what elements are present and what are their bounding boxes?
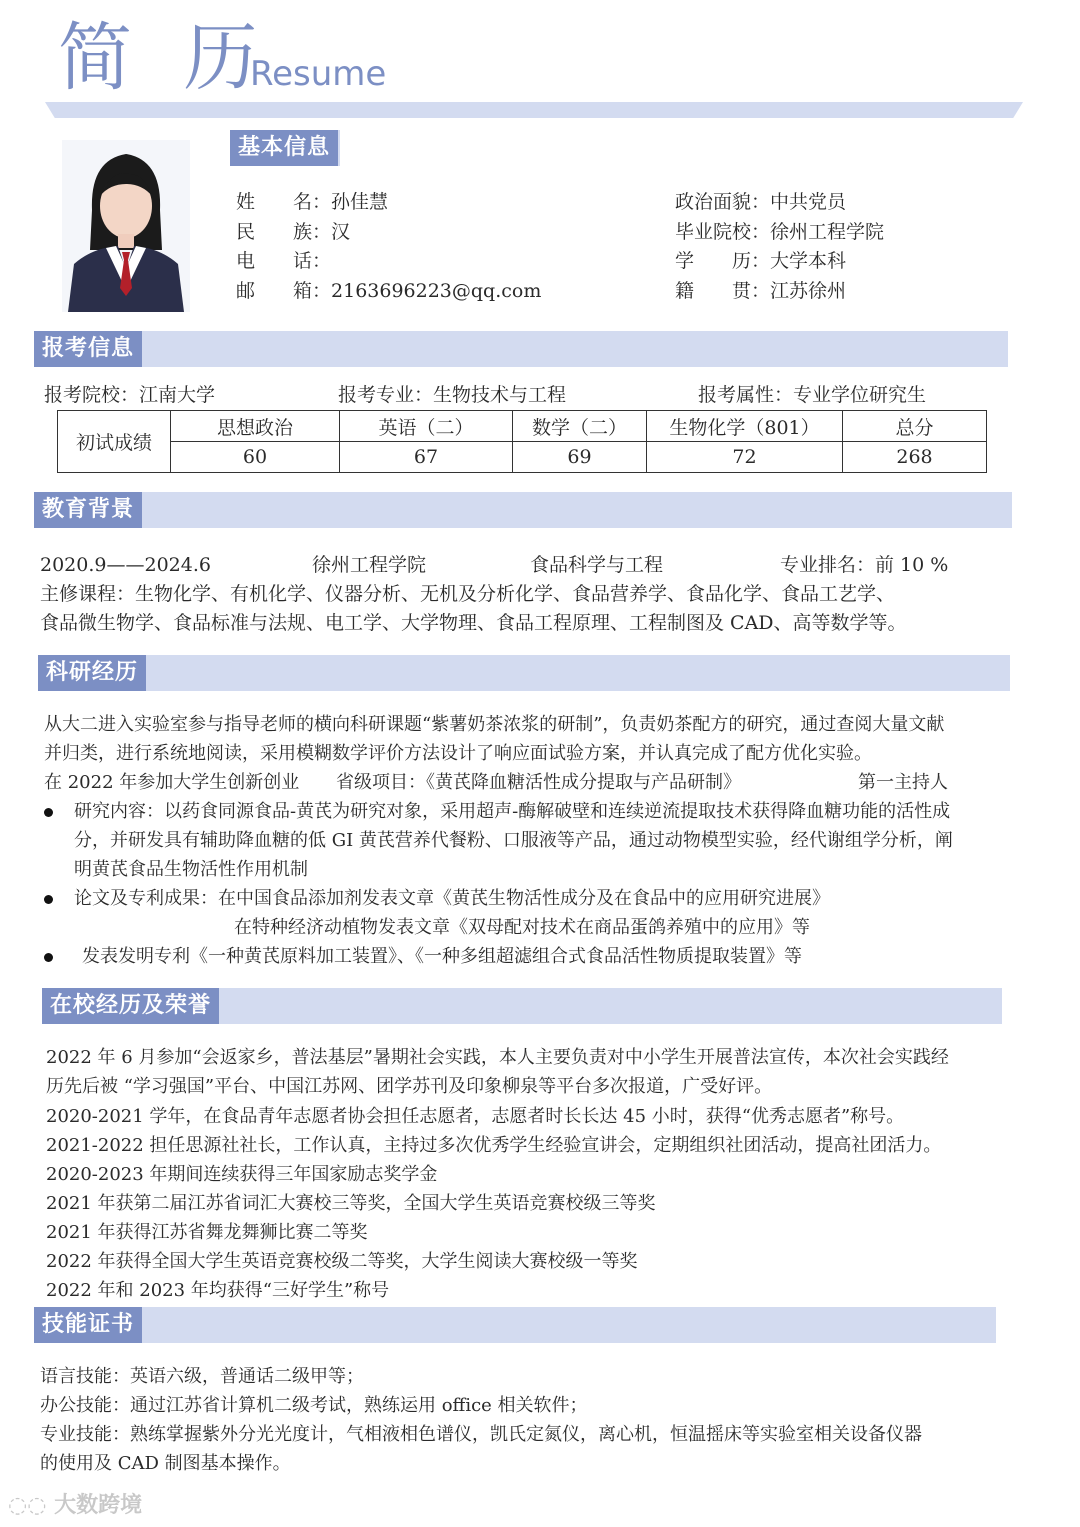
info-label: 邮 箱： (236, 280, 332, 302)
info-value: 大学本科 (770, 250, 847, 272)
bullet-dot (44, 808, 53, 817)
subject-cell: 数学（二） (513, 411, 647, 442)
watermark (8, 1488, 142, 1519)
subject-cell: 英语（二） (340, 411, 513, 442)
campus-line: 2022 年 6 月参加“会返家乡，普法基层”暑期社会实践，本人主要负责对中小学生开展普法宣传，本次社会实践经 (46, 1047, 949, 1068)
resume-title-cn: 简 历 (58, 15, 272, 101)
score-cell: 72 (647, 442, 843, 473)
subject-cell: 思想政治 (171, 411, 340, 442)
skills-line: 的使用及 CAD 制图基本操作。 (40, 1453, 291, 1474)
section-title-skills: 技能证书 (34, 1307, 142, 1343)
info-label: 电 话： (236, 250, 332, 272)
research-bullet1-line1: 研究内容：以药食同源食品-黄芪为研究对象，采用超声-酶解破壁和连续逆流提取技术获得降血糖功能的活性成 (74, 801, 951, 822)
profile-photo (62, 140, 190, 312)
section-title-education: 教育背景 (34, 492, 142, 528)
section-education (34, 492, 1012, 528)
score-cell: 69 (513, 442, 647, 473)
edu-major: 食品科学与工程 (530, 554, 664, 576)
info-school-row (675, 218, 884, 247)
section-title-basic: 基本信息 (230, 130, 338, 166)
research-project-role: 第一主持人 (858, 772, 948, 793)
info-label: 毕业院校： (675, 221, 771, 243)
section-title-exam: 报考信息 (34, 331, 142, 367)
section-exam (34, 331, 1008, 367)
info-value: 中共党员 (770, 191, 847, 213)
campus-line: 2020-2021 学年，在食品青年志愿者协会担任志愿者，志愿者时长长达 45 小时，获得“优秀志愿者”称号。 (46, 1106, 905, 1127)
section-basic (230, 130, 340, 166)
skills-line: 语言技能：英语六级，普通话二级甲等； (40, 1366, 364, 1387)
research-bullet2-line2: 在特种经济动植物发表文章《双母配对技术在商品蛋鸽养殖中的应用》等 (234, 917, 810, 938)
subject-cell: 总分 (843, 411, 987, 442)
skills-line: 专业技能：熟练掌握紫外分光光度计，气相液相色谱仪，凯氏定氮仪，离心机，恒温摇床等实验室相关设备仪器 (40, 1424, 922, 1445)
score-cell: 60 (171, 442, 340, 473)
score-cell: 67 (340, 442, 513, 473)
campus-line: 2021-2022 担任思源社社长，工作认真，主持过多次优秀学生经验宣讲会，定期组织社团活动，提高社团活力。 (46, 1135, 942, 1156)
info-value: 江苏徐州 (770, 280, 847, 302)
info-label: 政治面貌： (675, 191, 771, 213)
section-campus (42, 988, 1002, 1024)
research-bullet3: 发表发明专利《一种黄芪原料加工装置》、《一种多组超滤组合式食品活性物质提取装置》等 (82, 946, 802, 967)
info-label: 籍 贯： (675, 280, 771, 302)
edu-courses-line1: 主修课程：生物化学、有机化学、仪器分析、无机及分析化学、食品营养学、食品化学、食品工艺学、 (40, 583, 896, 605)
campus-line: 2021 年获第二届江苏省词汇大赛校三等奖，全国大学生英语竞赛校级三等奖 (46, 1193, 656, 1214)
research-bullet1-line3: 明黄芪食品生物活性作用机制 (74, 859, 308, 880)
info-value: 孙佳慧 (331, 191, 389, 213)
score-cell: 268 (843, 442, 987, 473)
research-project-title: 省级项目：《黄芪降血糖活性成分提取与产品研制》 (336, 772, 741, 793)
score-header-row (58, 411, 987, 442)
research-bullet1-line2: 分，并研发具有辅助降血糖的低 GI 黄芪营养代餐粉、口服液等产品，通过动物模型实验，经代谢组学分析，阐 (74, 830, 953, 851)
edu-courses-line2: 食品微生物学、食品标准与法规、电工学、大学物理、食品工程原理、工程制图及 CAD、高等数学等。 (40, 612, 907, 634)
campus-line: 历先后被 “学习强国”平台、中国江苏网、团学苏刊及印象柳泉等平台多次报道，广受好评。 (46, 1076, 773, 1097)
info-phone-row (236, 247, 331, 276)
research-para-line1: 从大二进入实验室参与指导老师的横向科研课题“紫薯奶茶浓浆的研制”，负责奶茶配方的研究，通过查阅大量文献 (44, 714, 945, 735)
campus-line: 2020-2023 年期间连续获得三年国家励志奖学金 (46, 1164, 438, 1185)
info-value: 汉 (331, 221, 351, 243)
campus-line: 2021 年获得江苏省舞龙舞狮比赛二等奖 (46, 1222, 368, 1243)
info-value: 2163696223@qq.com (331, 280, 542, 302)
campus-line: 2022 年和 2023 年均获得“三好学生”称号 (46, 1280, 390, 1301)
info-label: 姓 名： (236, 191, 332, 213)
info-value: 徐州工程学院 (770, 221, 885, 243)
info-label: 学 历： (675, 250, 771, 272)
section-title-research: 科研经历 (38, 655, 146, 691)
exam-major: 报考专业：生物技术与工程 (338, 384, 567, 406)
section-research (38, 655, 1010, 691)
watermark-logo-icon: ◌◌ (8, 1493, 55, 1518)
portrait-image (62, 140, 190, 312)
edu-period: 2020.9——2024.6 (40, 554, 211, 576)
score-value-row (58, 442, 987, 473)
info-name-row (236, 188, 388, 217)
info-email-row (236, 277, 541, 306)
info-political-row (675, 188, 846, 217)
header-divider (45, 102, 1023, 118)
research-project-intro: 在 2022 年参加大学生创新创业 (44, 772, 300, 793)
info-degree-row (675, 247, 846, 276)
research-bullet2-line1: 论文及专利成果：在中国食品添加剂发表文章《黄芪生物活性成分及在食品中的应用研究进展》 (74, 888, 830, 909)
research-para-line2: 并归类，进行系统地阅读，采用模糊数学评价方法设计了响应面试验方案，并认真完成了配方优化实验。 (44, 743, 872, 764)
info-ethnicity-row (236, 218, 350, 247)
subject-cell: 生物化学（801） (647, 411, 843, 442)
skills-line: 办公技能：通过江苏省计算机二级考试，熟练运用 office 相关软件； (40, 1395, 588, 1416)
exam-school: 报考院校：江南大学 (44, 384, 216, 406)
watermark-text: 大数跨境 (54, 1493, 143, 1518)
resume-title-en: Resume (250, 54, 387, 94)
info-label: 民 族： (236, 221, 332, 243)
section-skills (34, 1307, 996, 1343)
score-table (57, 410, 987, 473)
bullet-dot (44, 895, 53, 904)
section-title-campus: 在校经历及荣誉 (42, 988, 219, 1024)
exam-type: 报考属性：专业学位研究生 (698, 384, 927, 406)
campus-line: 2022 年获得全国大学生英语竞赛校级二等奖，大学生阅读大赛校级一等奖 (46, 1251, 638, 1272)
info-hometown-row (675, 277, 846, 306)
score-row-label: 初试成绩 (58, 411, 171, 473)
edu-rank: 专业排名：前 10 % (780, 554, 949, 576)
bullet-dot (44, 953, 53, 962)
edu-school: 徐州工程学院 (312, 554, 427, 576)
